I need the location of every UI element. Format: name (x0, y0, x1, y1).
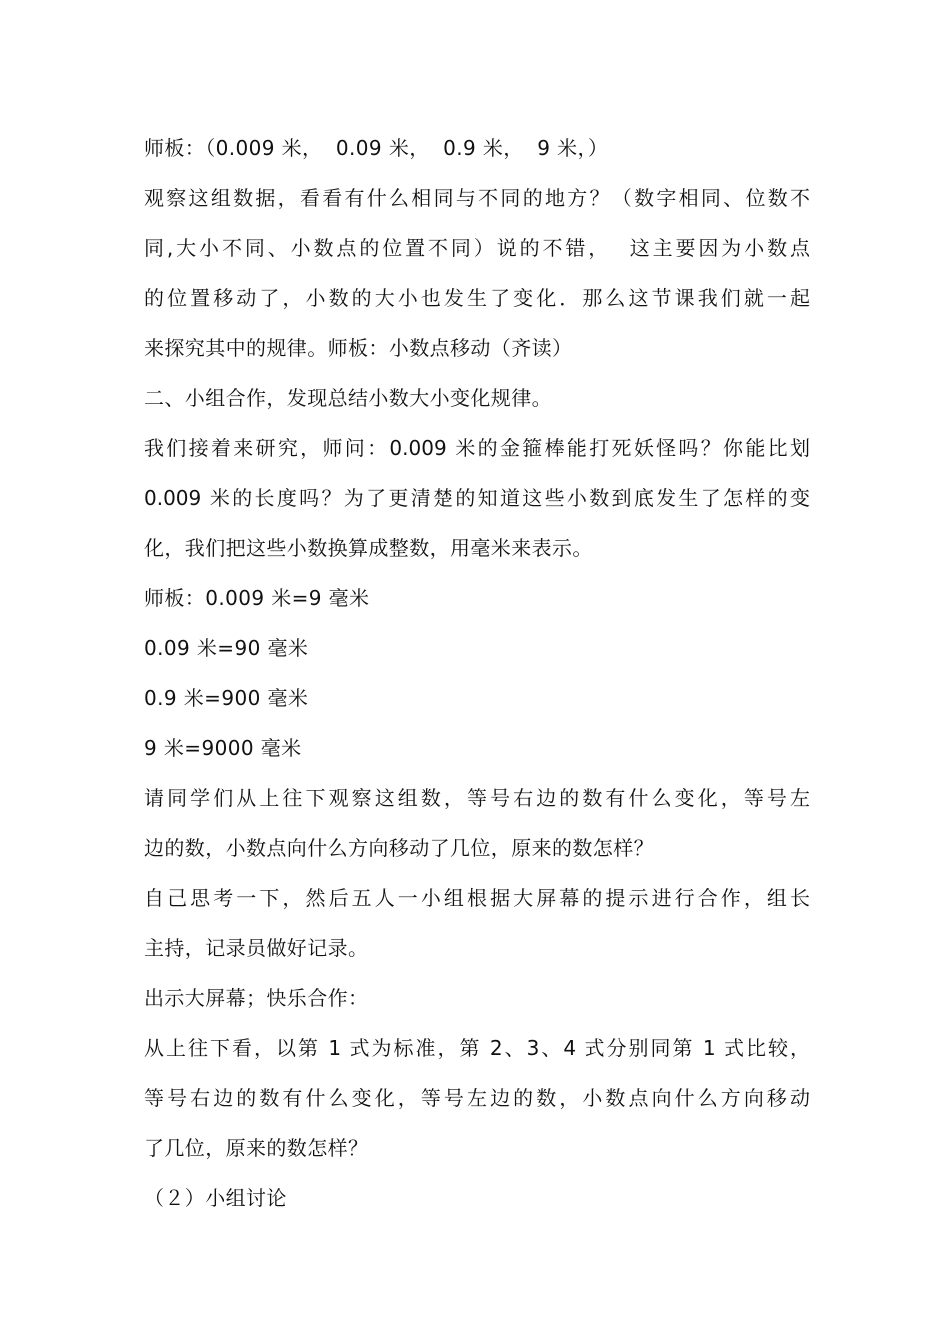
text-line: 观察这组数据，看看有什么相同与不同的地方？（数字相同、位数不 (144, 186, 810, 210)
text-line: 同,大小不同、小数点的位置不同）说的不错， 这主要因为小数点 (144, 236, 810, 260)
equation-line: 0.09 米=90 毫米 (144, 636, 309, 660)
text-line: 自己思考一下，然后五人一小组根据大屏幕的提示进行合作，组长 (144, 886, 810, 910)
text-line: 等号右边的数有什么变化，等号左边的数，小数点向什么方向移动 (144, 1086, 810, 1110)
text-line: 我们接着来研究，师问：0.009 米的金箍棒能打死妖怪吗？你能比划 (144, 436, 810, 460)
equation-line: 9 米=9000 毫米 (144, 736, 302, 760)
text-line: 0.009 米的长度吗？为了更清楚的知道这些小数到底发生了怎样的变 (144, 486, 810, 510)
text-line: 主持，记录员做好记录。 (144, 936, 369, 960)
equation-line: 师板：0.009 米=9 毫米 (144, 586, 370, 610)
text-line: 边的数，小数点向什么方向移动了几位，原来的数怎样？ (144, 836, 654, 860)
text-line: 化，我们把这些小数换算成整数，用毫米来表示。 (144, 536, 593, 560)
equation-line: 0.9 米=900 毫米 (144, 686, 309, 710)
text-line: 了几位，原来的数怎样？ (144, 1136, 369, 1160)
subsection-heading: （２）小组讨论 (144, 1186, 287, 1210)
text-line: 请同学们从上往下观察这组数，等号右边的数有什么变化，等号左 (144, 786, 810, 810)
document-body (144, 123, 810, 1223)
text-line: 出示大屏幕；快乐合作： (144, 986, 369, 1010)
text-line-board-decimals: 师板：（0.009 米， 0.09 米， 0.9 米， 9 米，） (144, 136, 609, 160)
text-line: 的位置移动了，小数的大小也发生了变化．那么这节课我们就一起 (144, 286, 810, 310)
text-line: 来探究其中的规律。师板：小数点移动（齐读） (144, 336, 573, 360)
text-line: 从上往下看，以第 1 式为标准，第 2、3、4 式分别同第 1 式比较， (144, 1036, 810, 1060)
section-heading: 二、小组合作，发现总结小数大小变化规律。 (144, 386, 552, 410)
